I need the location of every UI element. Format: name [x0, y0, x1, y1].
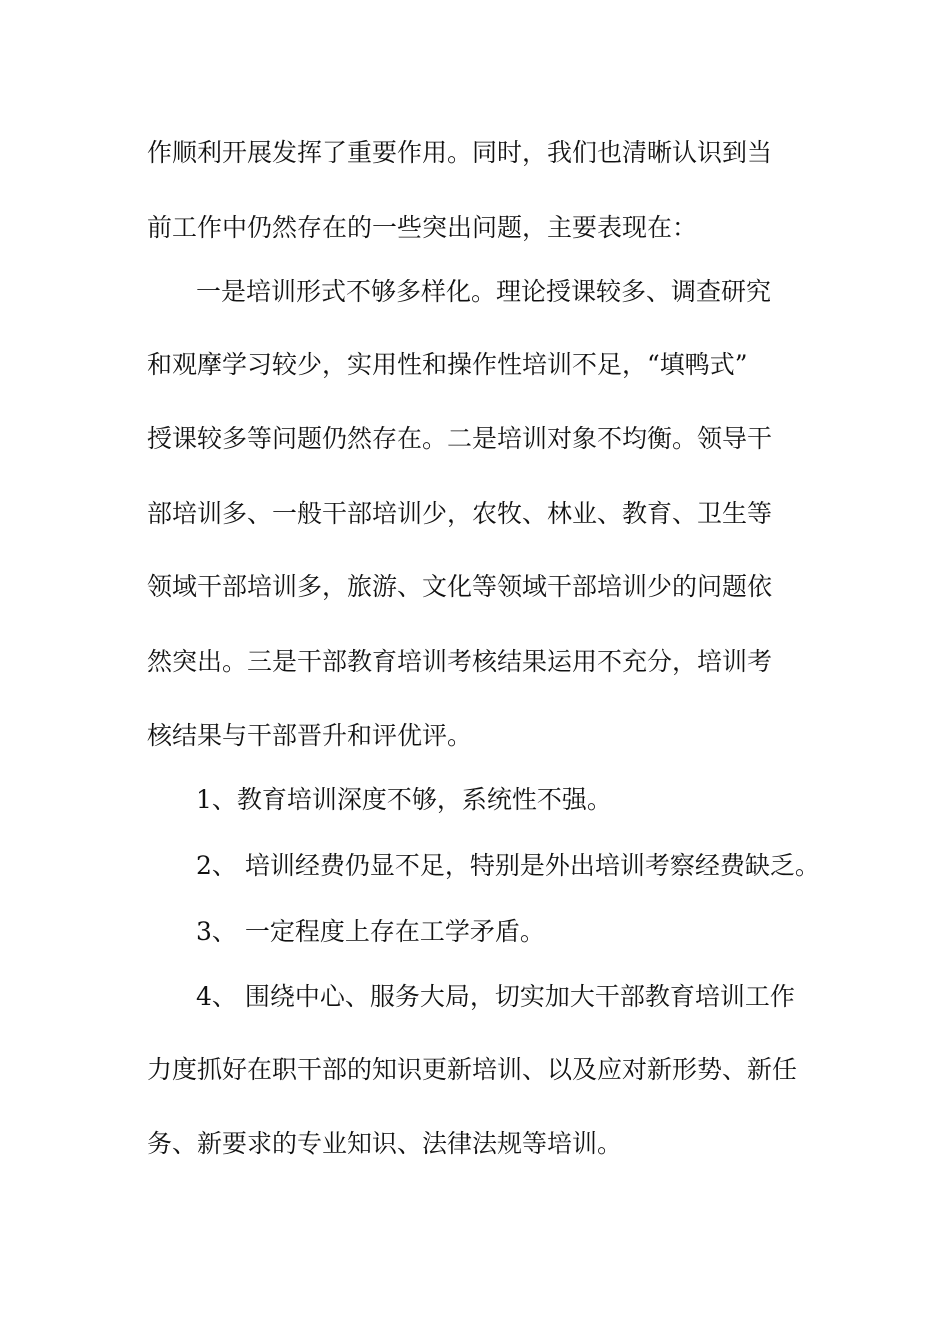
- text-line: 1、教育培训深度不够，系统性不强。: [196, 785, 612, 814]
- text-line: 作顺利开展发挥了重要作用。同时，我们也清晰认识到当: [147, 138, 773, 167]
- text-line: 前工作中仍然存在的一些突出问题，主要表现在：: [147, 213, 698, 242]
- text-line: 3、 一定程度上存在工学矛盾。: [196, 917, 545, 946]
- text-line: 务、新要求的专业知识、法律法规等培训。: [147, 1129, 623, 1158]
- text-line: 和观摩学习较少，实用性和操作性培训不足，“填鸭式”: [147, 350, 748, 379]
- text-line: 2、 培训经费仍显不足，特别是外出培训考察经费缺乏。: [196, 851, 820, 880]
- text-line: 然突出。三是干部教育培训考核结果运用不充分，培训考: [147, 647, 773, 676]
- text-line: 部培训多、一般干部培训少，农牧、林业、教育、卫生等: [147, 499, 773, 528]
- text-line: 4、 围绕中心、服务大局，切实加大干部教育培训工作: [196, 982, 795, 1011]
- text-line: 力度抓好在职干部的知识更新培训、以及应对新形势、新任: [147, 1055, 798, 1084]
- text-line: 一是培训形式不够多样化。理论授课较多、调查研究: [196, 277, 772, 306]
- text-line: 核结果与干部晋升和评优评。: [147, 721, 473, 750]
- text-line: 授课较多等问题仍然存在。二是培训对象不均衡。领导干: [147, 424, 773, 453]
- text-line: 领域干部培训多，旅游、文化等领域干部培训少的问题依: [147, 572, 773, 601]
